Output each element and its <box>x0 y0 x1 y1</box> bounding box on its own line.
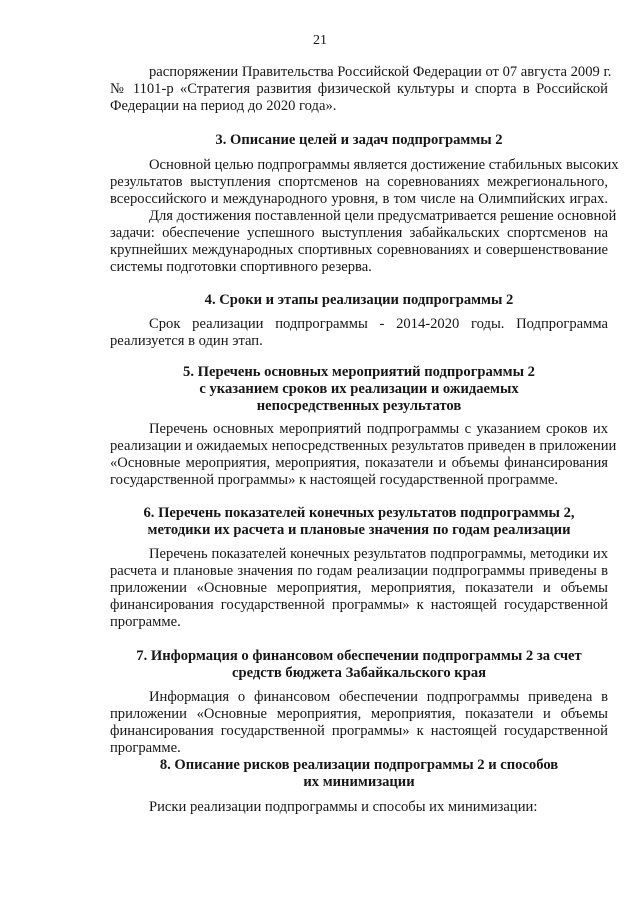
section-5-heading: непосредственных результатов <box>256 398 462 414</box>
section-6-heading: методики их расчета и плановые значения по годам реализации <box>147 522 571 538</box>
section-6-line: расчета и плановые значения по годам реализации подпрограммы приведены в <box>110 563 608 579</box>
section-7-heading: средств бюджета Забайкальского края <box>231 665 487 681</box>
section-3-line: Для достижения поставленной цели предусматривается решение основной <box>149 208 617 224</box>
section-7-line: Информация о финансовом обеспечении подпрограммы приведена в <box>149 689 608 705</box>
section-6-line: программе. <box>110 614 181 630</box>
section-3-line: системы подготовки спортивного резерва. <box>110 259 372 275</box>
section-3-heading: 3. Описание целей и задач подпрограммы 2 <box>215 132 503 148</box>
section-4-heading: 4. Сроки и этапы реализации подпрограммы 2 <box>204 292 514 308</box>
section-5-line: государственной программы» к настоящей государственной программе. <box>110 472 559 488</box>
section-4-line: реализуется в один этап. <box>110 333 263 349</box>
section-6-line: приложении «Основные мероприятия, мероприятия, показатели и объемы <box>110 580 608 596</box>
intro-line: распоряжении Правительства Российской Федерации от 07 августа 2009 г. <box>149 64 612 80</box>
section-3-line: крупнейших международных спортивных соревнованиях и совершенствование <box>110 242 608 258</box>
section-3-line: Основной целью подпрограммы является достижение стабильных высоких <box>149 157 619 173</box>
section-3-line: результатов выступления спортсменов на соревнованиях межрегионального, <box>110 174 608 190</box>
section-6-line: финансирования государственной программы» к настоящей государственной <box>110 597 608 613</box>
section-8-heading: их минимизации <box>303 774 415 790</box>
section-7-heading: 7. Информация о финансовом обеспечении подпрограммы 2 за счет <box>136 648 582 664</box>
section-5-heading: с указанием сроков их реализации и ожидаемых <box>199 381 519 397</box>
page-number: 21 <box>313 33 327 48</box>
section-6-line: Перечень показателей конечных результатов подпрограммы, методики их <box>149 546 608 562</box>
section-5-heading: 5. Перечень основных мероприятий подпрограммы 2 <box>183 364 535 380</box>
section-7-line: приложении «Основные мероприятия, мероприятия, показатели и объемы <box>110 706 608 722</box>
section-3-line: задачи: обеспечение успешного выступления забайкальских спортсменов на <box>110 225 608 241</box>
intro-line: Федерации на период до 2020 года». <box>110 98 337 114</box>
section-5-line: «Основные мероприятия, мероприятия, показатели и объемы финансирования <box>110 455 608 471</box>
section-5-line: Перечень основных мероприятий подпрограммы с указанием сроков их <box>149 421 608 437</box>
section-8-line: Риски реализации подпрограммы и способы их минимизации: <box>149 799 538 815</box>
intro-line: № 1101-р «Стратегия развития физической культуры и спорта в Российской <box>110 81 608 97</box>
section-3-line: всероссийского и международного уровня, в том числе на Олимпийских играх. <box>110 191 608 207</box>
section-6-heading: 6. Перечень показателей конечных результатов подпрограммы 2, <box>143 505 575 521</box>
section-7-line: финансирования государственной программы» к настоящей государственной <box>110 723 608 739</box>
section-5-line: реализации и ожидаемых непосредственных результатов приведен в приложении <box>110 438 617 454</box>
section-4-line: Срок реализации подпрограммы - 2014-2020 годы. Подпрограмма <box>149 316 608 332</box>
section-7-line: программе. <box>110 740 181 756</box>
section-8-heading: 8. Описание рисков реализации подпрограммы 2 и способов <box>159 757 559 773</box>
